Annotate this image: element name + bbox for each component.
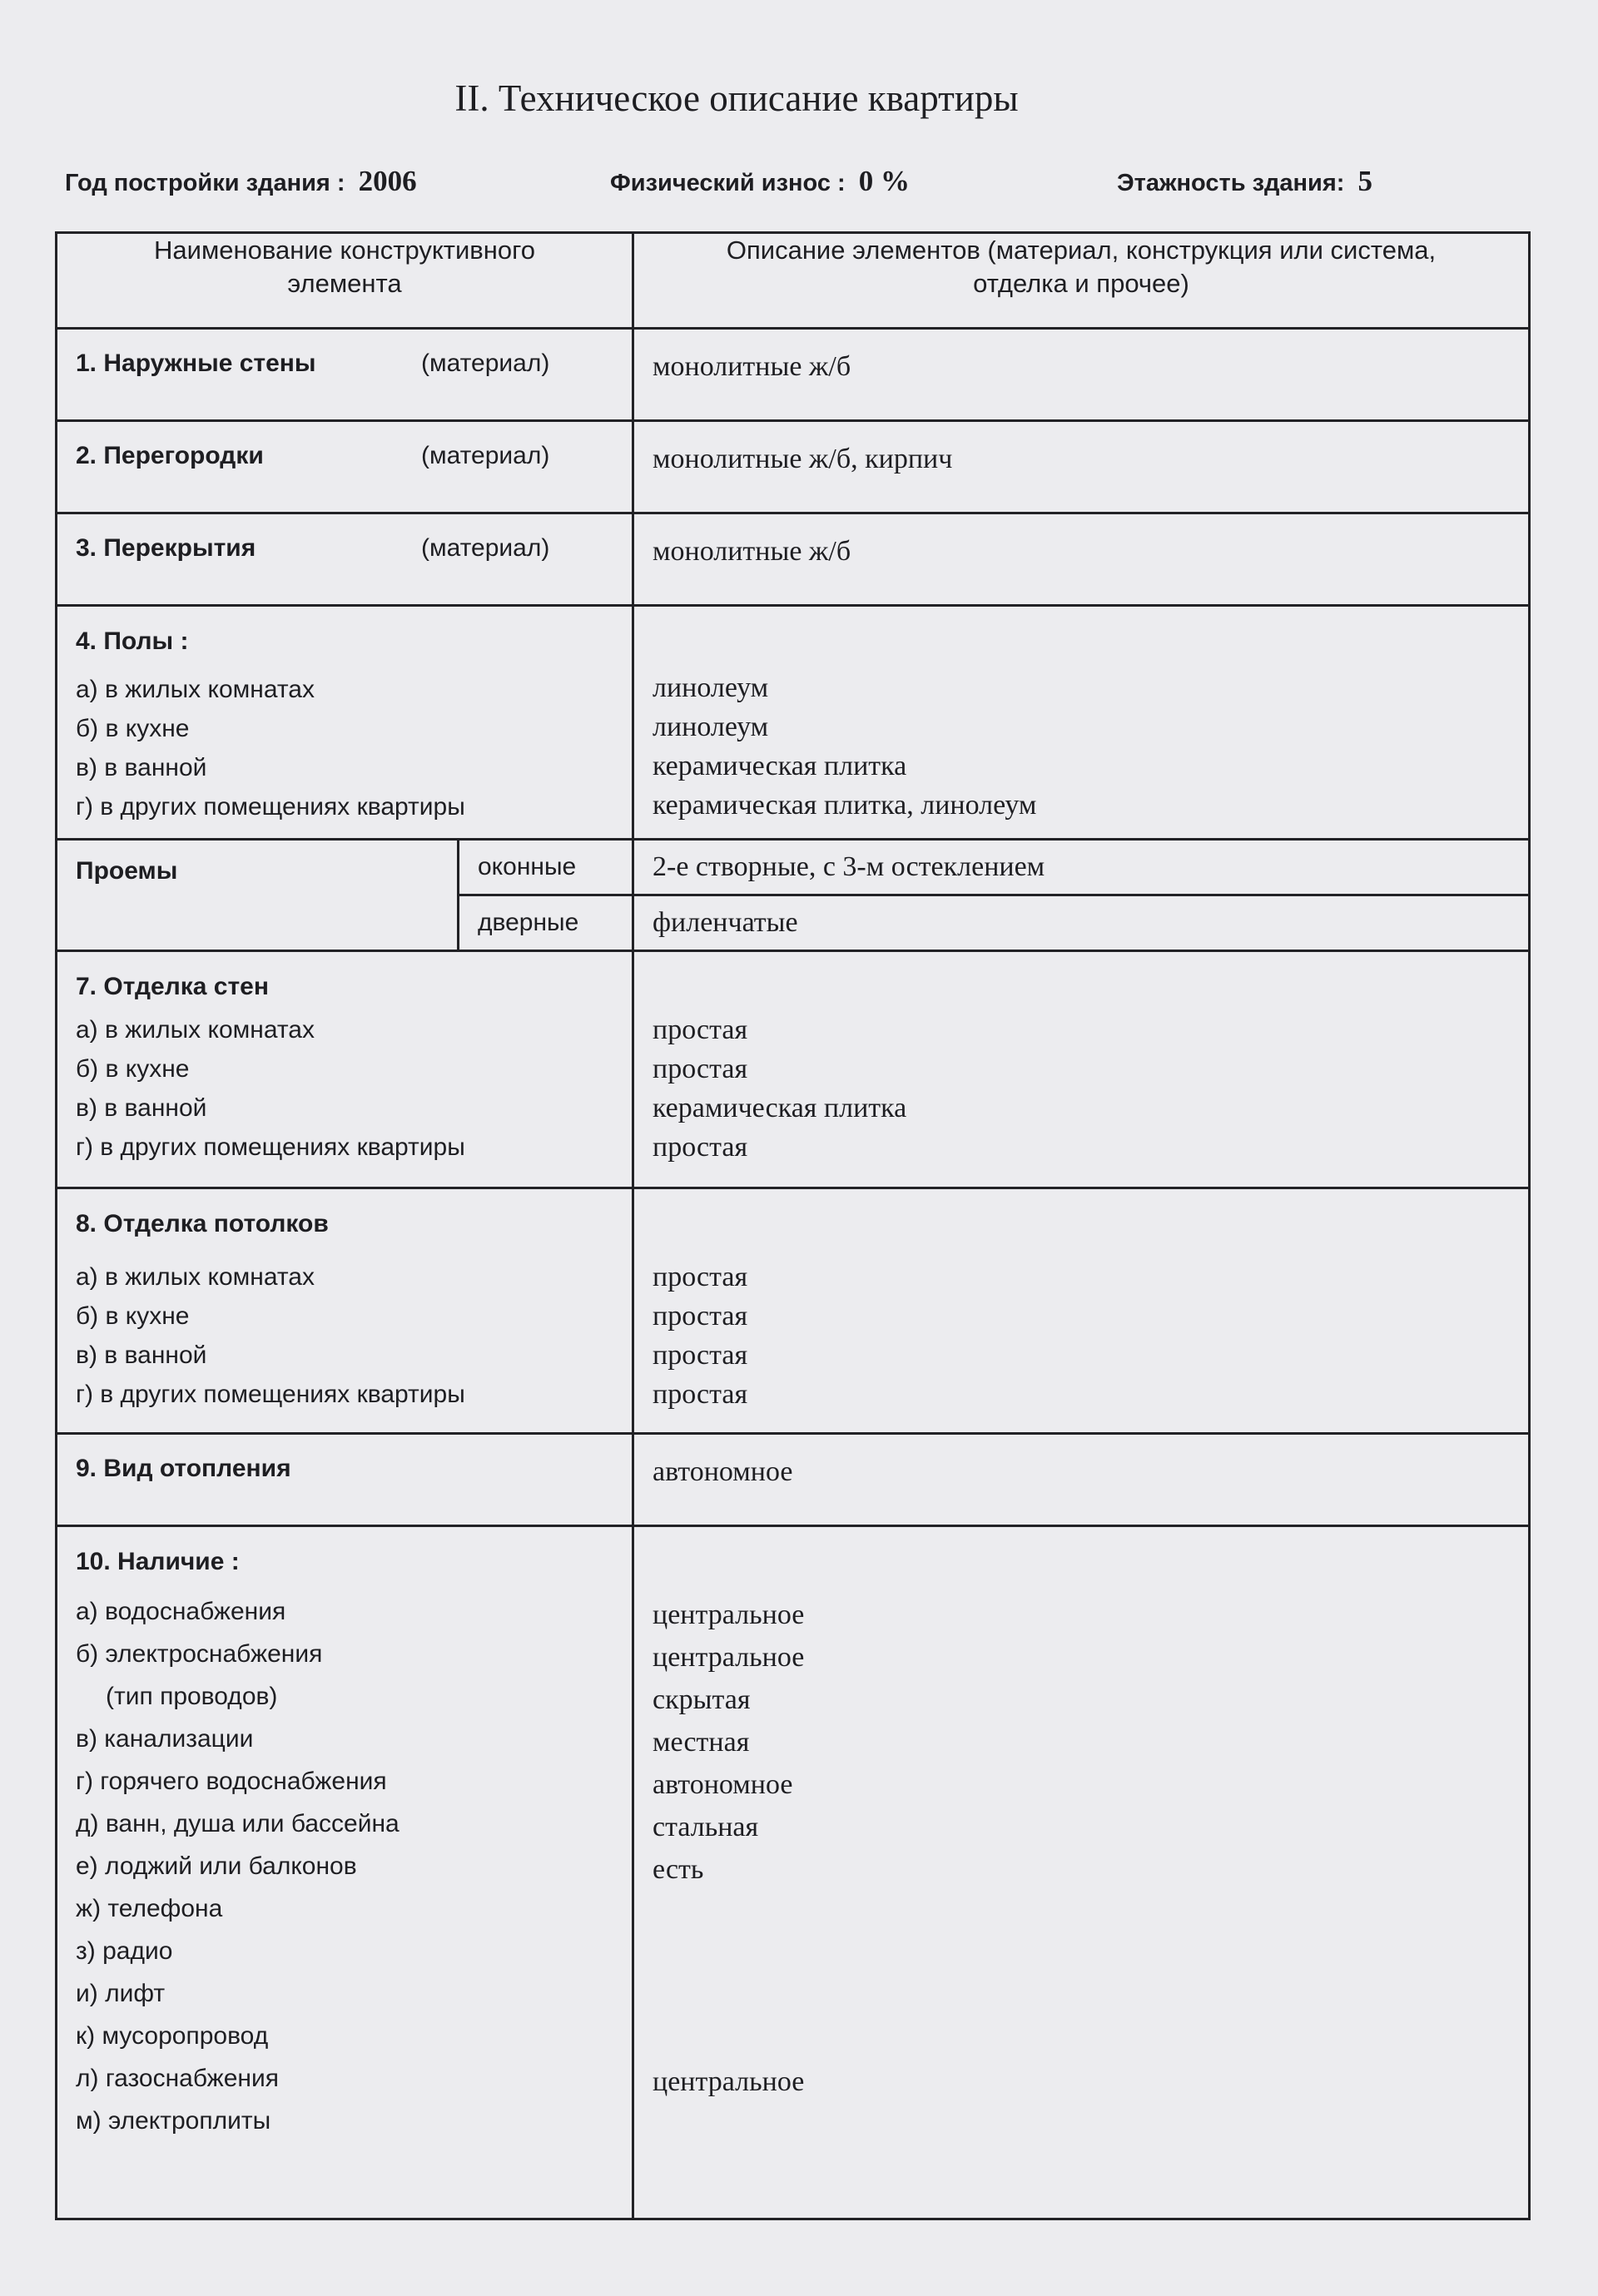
list-value: есть <box>653 1854 704 1885</box>
list-item: г) в других помещениях квартиры <box>76 793 465 821</box>
list-value: керамическая плитка <box>653 751 907 781</box>
row-qualifier: (материал) <box>421 350 550 377</box>
row-partitions <box>57 421 1530 513</box>
build-year-value: 2006 <box>358 165 417 197</box>
list-item: и) лифт <box>76 1980 166 2007</box>
list-item: ж) телефона <box>76 1895 223 1922</box>
row-value: монолитные ж/б, кирпич <box>633 421 1530 513</box>
list-item: б) в кухне <box>76 1055 190 1083</box>
list-value <box>653 2103 1528 2145</box>
row-slabs <box>57 513 1530 606</box>
list-item: а) в жилых комнатах <box>76 1263 315 1291</box>
list-item: к) мусоропровод <box>76 2022 269 2050</box>
list-value: керамическая плитка, линолеум <box>653 790 1037 821</box>
list-value: простая <box>653 1379 748 1410</box>
physical-wear <box>610 165 910 198</box>
physical-wear-value: 0 % <box>858 165 910 197</box>
row-label: 3. Перекрытия <box>76 534 256 562</box>
list-item: г) в других помещениях квартиры <box>76 1381 465 1408</box>
row-heating <box>57 1434 1530 1526</box>
list-item: г) горячего водоснабжения <box>76 1768 387 1795</box>
openings-title: Проемы <box>57 840 459 951</box>
list-item: б) в кухне <box>76 715 190 742</box>
list-value <box>653 1891 1528 1933</box>
list-value: центральное <box>653 1599 805 1630</box>
list-item: а) водоснабжения <box>76 1598 286 1625</box>
door-openings-value: филенчатые <box>633 895 1530 951</box>
list-item: з) радио <box>76 1937 173 1965</box>
list-item: б) электроснабжения <box>76 1640 323 1668</box>
list-value: простая <box>653 1340 748 1371</box>
build-year <box>65 165 417 198</box>
section-title: 8. Отделка потолков <box>76 1210 329 1237</box>
building-floors-value: 5 <box>1357 165 1372 197</box>
physical-wear-label: Физический износ : <box>610 170 846 196</box>
list-value: простая <box>653 1054 748 1084</box>
row-label: 2. Перегородки <box>76 442 264 469</box>
row-label: 1. Наружные стены <box>76 350 316 377</box>
list-value <box>653 1976 1528 2018</box>
list-value: местная <box>653 1727 750 1758</box>
door-openings-label: дверные <box>459 895 633 951</box>
list-item: в) в ванной <box>76 1094 207 1122</box>
list-value: автономное <box>653 1769 793 1800</box>
list-value: простая <box>653 1132 748 1163</box>
section-title: 4. Полы : <box>76 627 189 655</box>
list-item: д) ванн, душа или бассейна <box>76 1810 400 1837</box>
row-qualifier: (материал) <box>421 442 550 469</box>
list-value: центральное <box>653 1642 805 1673</box>
row-value: монолитные ж/б <box>633 513 1530 606</box>
list-value <box>653 2018 1528 2060</box>
table-header <box>57 233 1530 329</box>
list-item: м) электроплиты <box>76 2107 271 2135</box>
list-item: л) газоснабжения <box>76 2065 279 2092</box>
list-item: а) в жилых комнатах <box>76 676 315 703</box>
building-floors-label: Этажность здания: <box>1117 170 1345 196</box>
section-floors <box>57 606 1530 840</box>
list-value: центральное <box>653 2066 805 2097</box>
list-value: линолеум <box>653 672 769 703</box>
row-value: монолитные ж/б <box>633 329 1530 421</box>
list-item: в) в ванной <box>76 754 207 781</box>
section-openings <box>57 840 1530 895</box>
row-qualifier: (материал) <box>421 534 550 562</box>
page-title: II. Техническое описание квартиры <box>454 77 1019 119</box>
list-item: г) в других помещениях квартиры <box>76 1133 465 1161</box>
section-ceiling-finish <box>57 1188 1530 1434</box>
technical-description-table <box>55 231 1531 2220</box>
list-item: в) в ванной <box>76 1341 207 1369</box>
list-value: стальная <box>653 1812 759 1842</box>
list-value: керамическая плитка <box>653 1093 907 1123</box>
row-value: автономное <box>633 1434 1530 1526</box>
list-value: скрытая <box>653 1684 751 1715</box>
section-title: 7. Отделка стен <box>76 973 269 1000</box>
list-value: простая <box>653 1262 748 1292</box>
section-availability <box>57 1526 1530 2219</box>
header-element-description: Описание элементов (материал, конструкция или система, отделка и прочее) <box>633 233 1530 329</box>
row-outer-walls <box>57 329 1530 421</box>
list-value: линолеум <box>653 712 769 742</box>
list-item: а) в жилых комнатах <box>76 1016 315 1044</box>
building-floors <box>1117 165 1372 198</box>
header-element-name: Наименование конструктивного элемента <box>57 233 633 329</box>
list-value <box>653 1933 1528 1976</box>
list-item: в) канализации <box>76 1725 254 1753</box>
list-item: б) в кухне <box>76 1302 190 1330</box>
window-openings-label: оконные <box>459 840 633 895</box>
list-item: (тип проводов) <box>106 1683 278 1710</box>
section-wall-finish <box>57 951 1530 1188</box>
section-title: 10. Наличие : <box>76 1548 240 1575</box>
list-value: простая <box>653 1014 748 1045</box>
row-label: 9. Вид отопления <box>76 1455 291 1482</box>
list-value: простая <box>653 1301 748 1331</box>
build-year-label: Год постройки здания : <box>65 170 345 196</box>
list-item: е) лоджий или балконов <box>76 1852 357 1880</box>
window-openings-value: 2-е створные, с 3-м остеклением <box>633 840 1530 895</box>
